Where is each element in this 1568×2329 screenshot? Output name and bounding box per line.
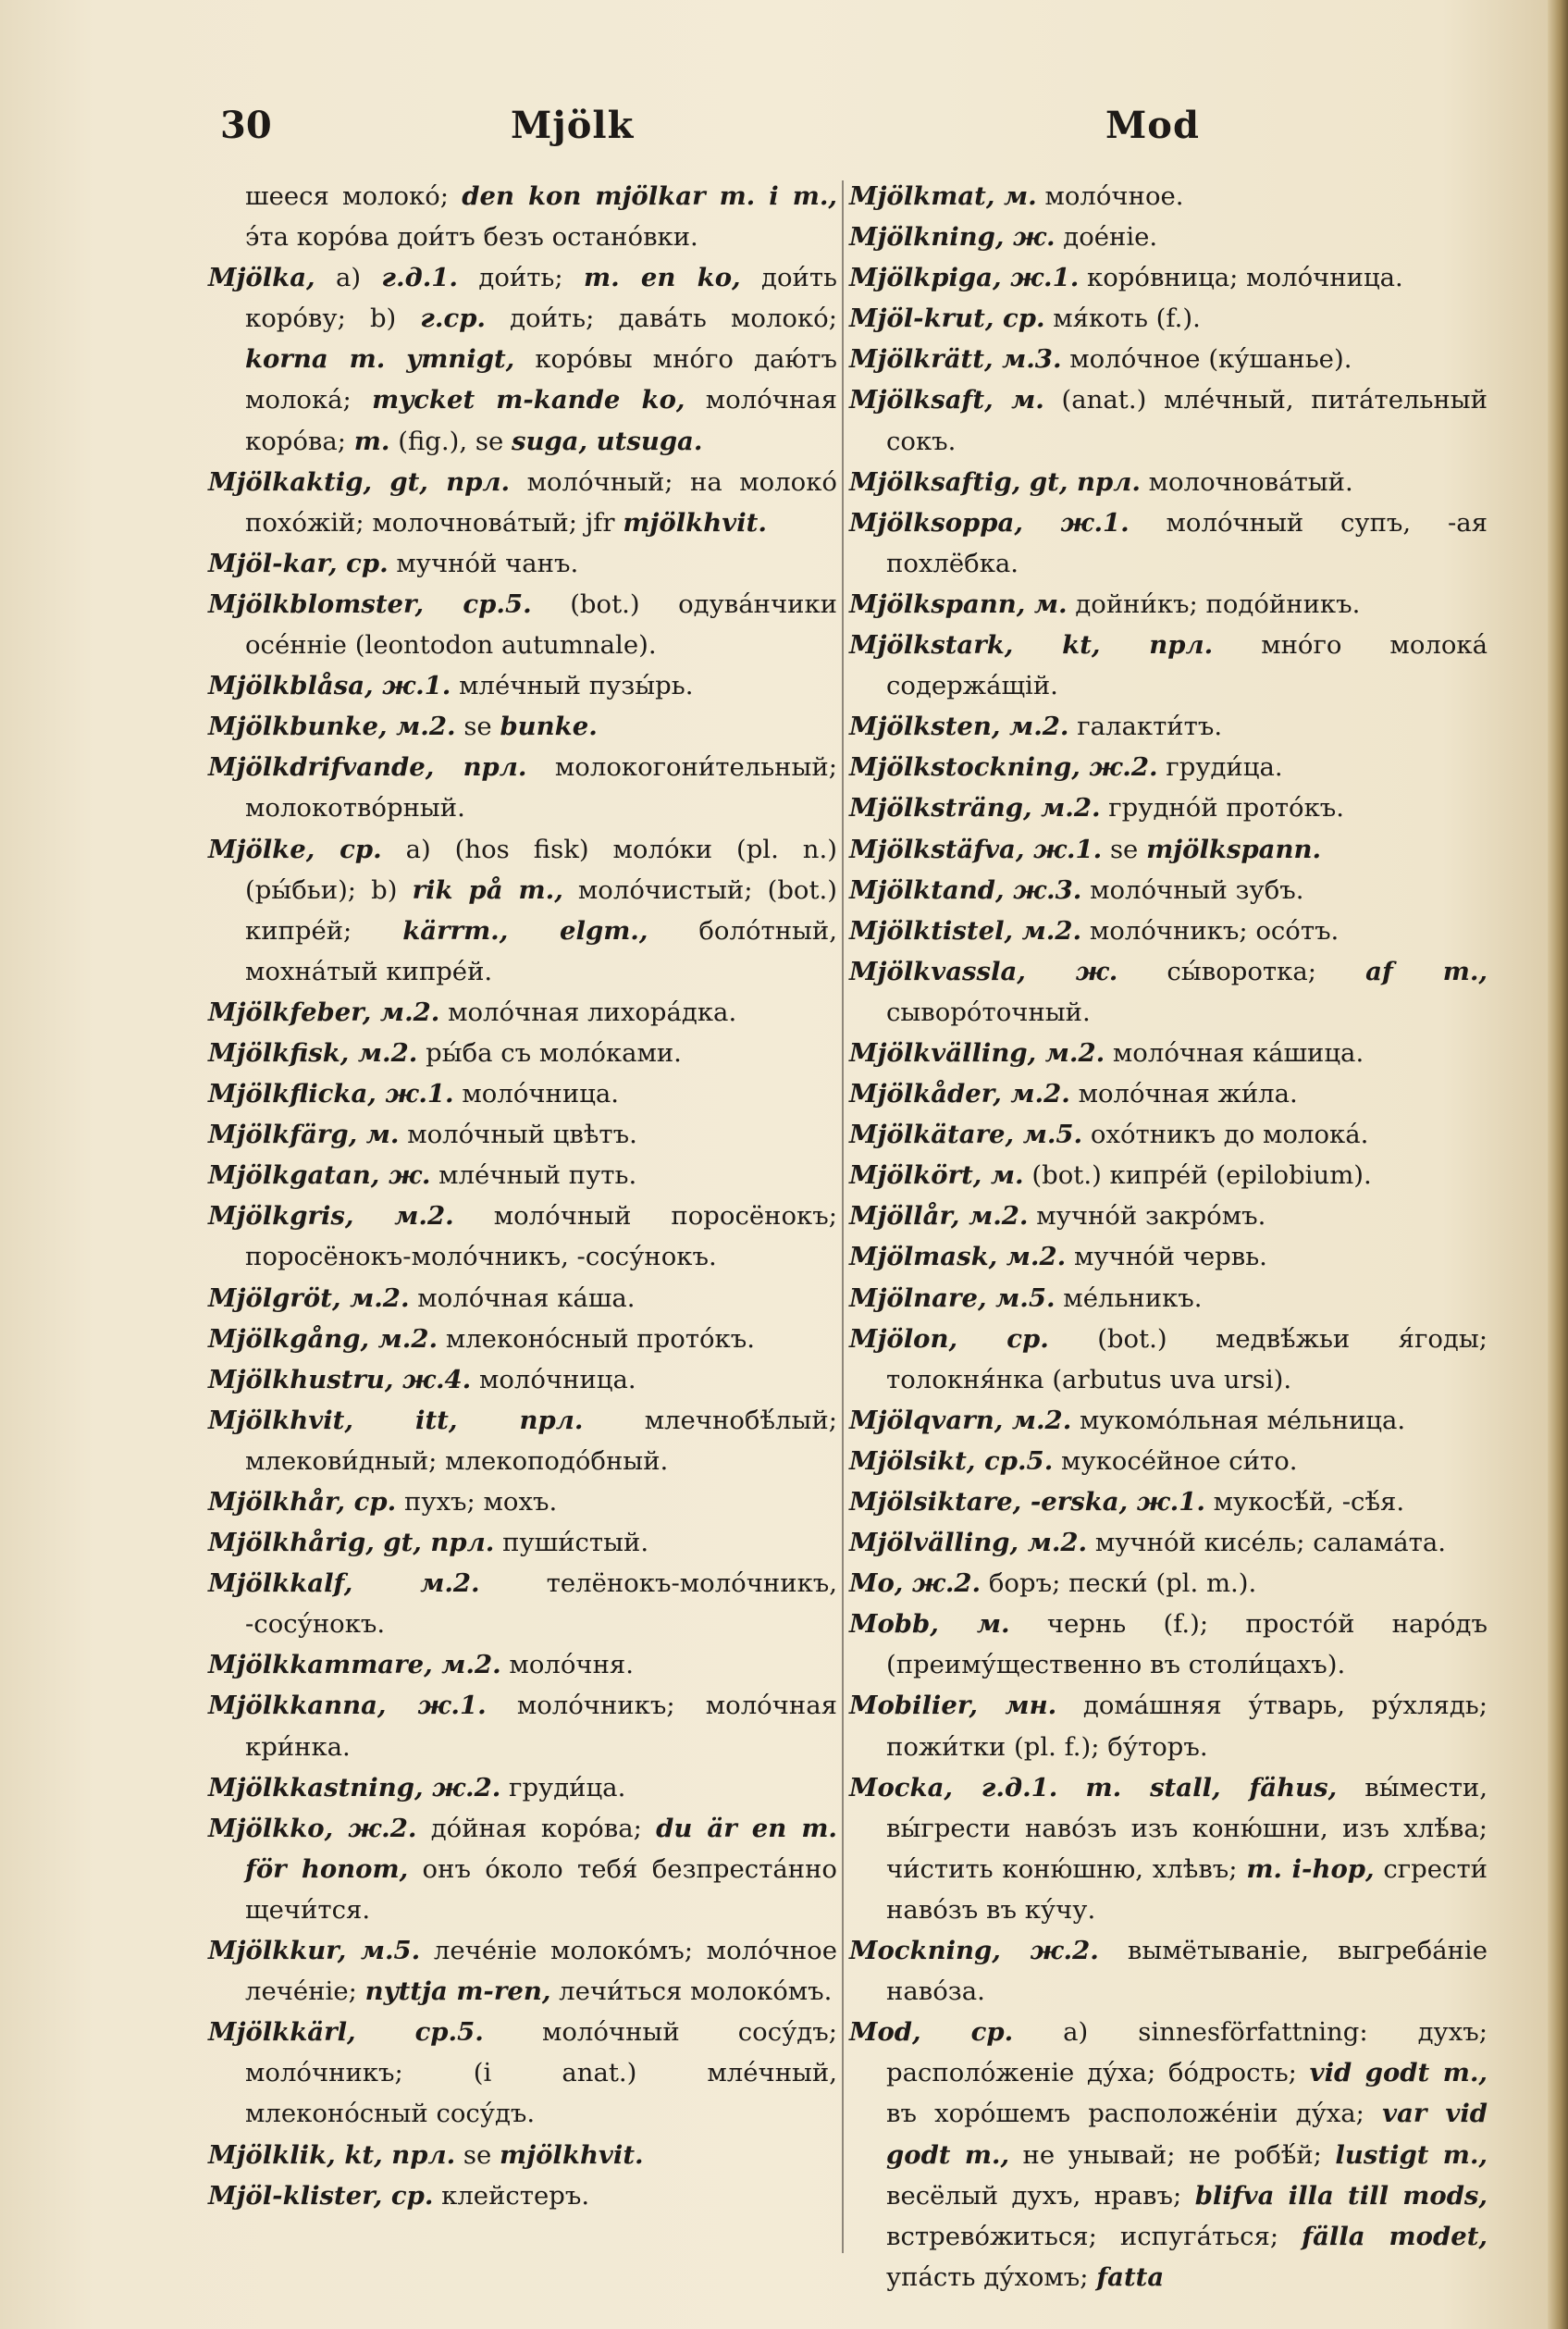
dictionary-entry [849, 2012, 1488, 2298]
dictionary-entry [849, 584, 1488, 625]
entry-text: мле́чный путь. [430, 1160, 637, 1191]
entry-example: nyttja m-ren, [364, 1976, 551, 2007]
entry-text: сгрести́ наво́зъ въ ку́чу. [886, 1853, 1488, 1925]
entry-text: моло́чный; на молоко́ похо́жій; молочнова́тый; jfr [245, 466, 837, 538]
entry-text: дойни́къ; подо́йникъ. [1067, 588, 1361, 619]
dictionary-entry [208, 1359, 837, 1400]
entry-text [1057, 1773, 1085, 1802]
entry-text: моло́чная лихора́дка. [439, 997, 737, 1027]
dictionary-entry [208, 1155, 837, 1195]
dictionary-entry [849, 625, 1488, 706]
entry-headword: Mjölkört, м. [849, 1160, 1024, 1191]
entry-text: моло́чный поросёнокъ; поросёнокъ-моло́чникъ, -сосу́нокъ. [245, 1201, 837, 1272]
dictionary-entry [208, 462, 837, 543]
entry-example: m. [353, 426, 390, 456]
dictionary-entry [208, 1685, 837, 1766]
entry-text: se [455, 712, 500, 742]
dictionary-entry [849, 1930, 1488, 2012]
entry-text: а) [315, 263, 382, 293]
entry-text: моло́чный зубъ. [1081, 874, 1304, 905]
dictionary-entry [849, 829, 1488, 870]
entry-headword: Mjölkgris, м.2. [208, 1201, 454, 1232]
dictionary-entry [849, 1767, 1488, 1930]
dictionary-entry [208, 1563, 837, 1644]
entry-headword: Mjölktand, ж.3. [849, 874, 1082, 905]
entry-example: kärrm., elgm., [402, 915, 648, 946]
dictionary-entry [208, 1767, 837, 1808]
entry-headword: Mjölkstockning, ж.2. [849, 752, 1158, 783]
entry-text: грудно́й прото́къ. [1100, 793, 1345, 824]
entry-text: моло́чный сосу́дъ; моло́чникъ; (i anat.) мле́чный, млеконо́сный сосу́дъ. [245, 2017, 837, 2129]
dictionary-entry [208, 257, 837, 461]
entry-headword: Mjölkgatan, ж. [208, 1160, 431, 1191]
dictionary-entry [208, 584, 837, 665]
entry-text: до́йная коро́ва; [416, 1813, 657, 1843]
entry-text: молочнова́тый. [1140, 466, 1353, 497]
entry-headword: Mjöl-krut, ср. [849, 304, 1045, 334]
entry-headword: Mjölkhvit, itt, прл. [208, 1405, 584, 1435]
dictionary-entry [208, 1195, 837, 1277]
entry-headword: Mjölksaftig, gt, прл. [849, 466, 1141, 497]
entry-headword: Mjölkpiga, ж.1. [849, 263, 1080, 293]
entry-text: а) sinnesförfattning: духъ; располо́женіе ду́ха; бо́дрость; [886, 2017, 1488, 2088]
entry-headword: Mjölvälling, м.2. [849, 1528, 1088, 1558]
entry-text: не унывай; не робѣ́й; [1009, 2139, 1336, 2170]
entry-text: se [455, 2139, 500, 2170]
dictionary-entry [849, 298, 1488, 339]
entry-example: suga, utsuga. [511, 426, 703, 456]
entry-example: bunke. [500, 712, 598, 742]
entry-text: пухъ; мохъ. [396, 1487, 558, 1517]
entry-headword: Mjölkätare, м.5. [849, 1120, 1083, 1150]
entry-headword: Mjölksträng, м.2. [849, 793, 1101, 824]
entry-text: коро́вница; моло́чница. [1079, 263, 1403, 293]
entry-headword: Mjölkblåsa, ж.1. [208, 671, 451, 701]
dictionary-entry [849, 1319, 1488, 1400]
entry-example: rik på m., [412, 874, 563, 905]
entry-headword: Mjölkdrifvande, прл. [208, 752, 527, 783]
entry-text: вымётываніе, выгреба́ніе наво́за. [886, 1936, 1488, 2007]
entry-text: моло́чня. [500, 1650, 635, 1680]
entry-headword: Mjölsikt, ср.5. [849, 1445, 1054, 1476]
entry-headword: Mjölkhår, ср. [208, 1487, 397, 1517]
dictionary-entry [849, 1441, 1488, 1481]
entry-text: онъ о́коло тебя́ безпреста́нно щечи́тся. [245, 1853, 837, 1925]
entry-headword: Mjöllår, м.2. [849, 1201, 1029, 1232]
dictionary-entry [208, 2135, 837, 2175]
dictionary-entry [208, 1481, 837, 1522]
entry-headword: Mjölnare, м.5. [849, 1282, 1056, 1313]
entry-text: мукомо́льная ме́льница. [1071, 1405, 1406, 1435]
dictionary-entry [208, 1930, 837, 2012]
entry-text: ры́ба съ моло́ками. [417, 1037, 682, 1068]
entry-text: (bot.) медвѣ́жьи я́годы; толокня́нка (arbutus uva ursi). [886, 1323, 1488, 1394]
page-number: 30 [220, 104, 272, 147]
dictionary-entry [849, 462, 1488, 502]
entry-text: мучно́й чанъ. [388, 548, 579, 578]
dictionary-entry [849, 747, 1488, 787]
entry-text: упа́сть ду́хомъ; [886, 2261, 1097, 2292]
entry-example: mjölkhvit. [623, 507, 767, 538]
dictionary-entry [849, 379, 1488, 461]
entry-headword: Mjölkfärg, м. [208, 1120, 400, 1150]
entry-headword: Mjölksten, м.2. [849, 712, 1069, 742]
book-gutter [1548, 0, 1568, 2329]
entry-headword: Mocka, г.д.1. [849, 1772, 1058, 1802]
entry-text: лечи́ться молоко́мъ. [550, 1976, 833, 2007]
dictionary-entry [849, 1155, 1488, 1195]
entry-text: лече́ніе молоко́мъ; моло́чное лече́ніе; [245, 1936, 838, 2007]
entry-text: моло́чная ка́шица. [1105, 1037, 1364, 1068]
entry-text: вы́мести, вы́грести наво́зъ изъ коню́шни, изъ хлѣ́ва; чи́стить коню́шню, хлѣвъ; [886, 1772, 1488, 1884]
entry-headword: Mjölka, [208, 263, 315, 293]
entry-headword: Mjöl-klister, ср. [208, 2180, 434, 2211]
entry-headword: Mjölmask, м.2. [849, 1242, 1067, 1272]
entry-headword: Mjölksoppa, ж.1. [849, 507, 1130, 538]
dictionary-entry [208, 747, 837, 828]
entry-text: встрево́житься; испуга́ться; [886, 2221, 1303, 2251]
dictionary-entry [208, 706, 837, 747]
entry-text: дое́ніе. [1055, 222, 1158, 253]
dictionary-entry [208, 2012, 837, 2134]
entry-headword: Mobilier, мн. [849, 1691, 1057, 1721]
dictionary-entry [208, 1522, 837, 1563]
entry-example: m. en ko, [584, 263, 741, 293]
entry-text: моло́чный цвѣтъ. [399, 1120, 637, 1150]
dictionary-entry [849, 502, 1488, 584]
dictionary-entry [849, 1033, 1488, 1073]
entry-text: галакти́тъ. [1068, 712, 1223, 742]
entry-headword: Mjölkkärl, ср.5. [208, 2017, 484, 2048]
entry-example: af m., [1365, 956, 1488, 986]
entry-example: fatta [1096, 2261, 1165, 2292]
entry-text: (bot.) кипре́й (epilobium). [1023, 1160, 1372, 1191]
dictionary-entry [849, 1278, 1488, 1319]
entry-text: моло́чникъ; моло́чная кри́нка. [245, 1691, 837, 1762]
entry-text: коро́вы мно́го даю́тъ молока́; [245, 344, 837, 415]
entry-headword: Mjölkgång, м.2. [208, 1323, 438, 1354]
entry-text: (fig.), se [389, 426, 512, 456]
entry-text: боръ; пески́ (pl. m.). [981, 1568, 1257, 1599]
entry-headword: Mjölkko, ж.2. [208, 1813, 417, 1843]
dictionary-entry [208, 543, 837, 584]
entry-headword: Mod, [849, 2017, 921, 2048]
entry-headword: Mjölkåder, м.2. [849, 1079, 1070, 1109]
entry-headword: Mjölkvassla, ж. [849, 956, 1118, 986]
left-column [208, 176, 837, 2216]
dictionary-entry [208, 1400, 837, 1481]
entry-text: мучно́й закро́мъ. [1028, 1201, 1266, 1232]
entry-headword: Mjölkstark, kt, прл. [849, 630, 1214, 661]
dictionary-entry [208, 1319, 837, 1359]
entry-text: моло́чная коро́ва; [245, 385, 838, 456]
entry-headword: Mjölkrätt, м.3. [849, 344, 1062, 375]
entry-text: э́та коро́ва дои́тъ безъ остано́вки. [245, 222, 698, 253]
entry-example: m. i-hop, [1246, 1853, 1375, 1884]
dictionary-entry [849, 787, 1488, 828]
entry-text: ме́льникъ. [1055, 1282, 1203, 1313]
entry-text: млеконо́сный прото́къ. [438, 1323, 755, 1354]
entry-text: (anat.) мле́чный, пита́тельный сокъ. [886, 385, 1488, 456]
entry-example: mjölkspann. [1146, 834, 1322, 864]
dictionary-entry [849, 870, 1488, 911]
entry-headword: Mjölkblomster, ср.5. [208, 588, 532, 619]
entry-text: боло́тный, мохна́тый кипре́й. [245, 915, 837, 986]
entry-text: весёлый духъ, нравъ; [886, 2180, 1195, 2211]
entry-headword: Mjölkspann, м. [849, 588, 1068, 619]
entry-headword: Mjölkhårig, gt, прл. [208, 1528, 495, 1558]
left-guide-word: Mjölk [511, 104, 635, 147]
entry-headword: Mjölkfisk, м.2. [208, 1037, 418, 1068]
dictionary-entry [849, 1114, 1488, 1155]
entry-headword: Mockning, ж.2. [849, 1936, 1099, 1966]
entry-text: груди́ца. [1157, 752, 1283, 783]
dictionary-entry [849, 951, 1488, 1033]
entry-text: моло́чистый; (bot.) кипре́й; [245, 874, 837, 946]
entry-example: vid godt m., [1309, 2058, 1488, 2088]
entry-headword: Mjölktistel, м.2. [849, 915, 1082, 946]
entry-headword: Mjölksaft, м. [849, 385, 1044, 415]
entry-text: моло́чное. [1036, 181, 1184, 211]
dictionary-entry [849, 1563, 1488, 1604]
entry-headword: Mjölkkur, м.5. [208, 1936, 421, 1966]
entry-headword: Mjölqvarn, м.2. [849, 1405, 1072, 1435]
entry-text: телёнокъ-моло́чникъ, -сосу́нокъ. [245, 1568, 837, 1640]
entry-example: blifva illa till mods, [1194, 2180, 1488, 2211]
entry-headword: Mjölkhustru, ж.4. [208, 1364, 472, 1394]
entry-headword: Mjölke, ср. [208, 834, 382, 864]
entry-headword: Mjölklik, kt, прл. [208, 2139, 456, 2170]
entry-text: дои́ть; дава́ть молоко́; [486, 304, 837, 334]
entry-text: моло́чникъ; осо́тъ. [1081, 915, 1340, 946]
entry-headword: Mjölgröt, м.2. [208, 1282, 410, 1313]
entry-text: млечнобѣ́лый; млекови́дный; млекоподо́бный. [245, 1405, 837, 1476]
entry-text: въ хоро́шемъ расположе́ніи ду́ха; [886, 2099, 1383, 2129]
dictionary-entry [208, 665, 837, 706]
entry-example: г.д.1. [381, 263, 458, 293]
entry-text: клейстеръ. [433, 2180, 590, 2211]
entry-example: m. stall, fähus, [1085, 1772, 1338, 1802]
dictionary-entry [849, 1236, 1488, 1277]
right-column [849, 176, 1488, 2298]
entry-text: шееся молоко́; [245, 181, 463, 211]
entry-headword: Mo, ж.2. [849, 1568, 982, 1599]
entry-text: моло́чная ка́ша. [409, 1282, 636, 1313]
entry-headword: Mjöl-kar, ср. [208, 548, 389, 578]
dictionary-entry [208, 1808, 837, 1930]
entry-text: охо́тникъ до молока́. [1082, 1120, 1369, 1150]
entry-text: se [1102, 834, 1147, 864]
dictionary-entry [208, 829, 837, 992]
entry-text [921, 2017, 971, 2047]
entry-example: ср. [970, 2017, 1014, 2048]
dictionary-entry [849, 257, 1488, 298]
entry-headword: Mjölkbunke, м.2. [208, 712, 456, 742]
dictionary-entry [849, 339, 1488, 379]
entry-headword: Mjölon, ср. [849, 1323, 1049, 1354]
entry-text: дои́ть; [458, 263, 585, 293]
entry-headword: Mjölkvälling, м.2. [849, 1037, 1105, 1068]
entry-text: мукосе́йное си́то. [1053, 1445, 1298, 1476]
entry-text: мучно́й кисе́ль; салама́та. [1087, 1528, 1447, 1558]
dictionary-entry [849, 911, 1488, 951]
entry-text: а) (hos fisk) моло́ки (pl. n.) (ры́бьи); b) [245, 834, 837, 905]
dictionary-entry [208, 1278, 837, 1319]
dictionary-entry [849, 1522, 1488, 1563]
entry-text: сы́воротка; [1117, 956, 1366, 986]
entry-example: du är en m. för honom, [245, 1813, 837, 1884]
entry-text: моло́чный супъ, -ая похлёбка. [886, 507, 1488, 578]
entry-headword: Mjölkkalf, м.2. [208, 1568, 480, 1599]
entry-example: г.ср. [420, 304, 486, 334]
entry-text: чернь (f.); просто́й наро́дъ (преиму́щественно въ столи́цахъ). [886, 1609, 1488, 1680]
entry-text: мучно́й червь. [1066, 1242, 1267, 1272]
right-guide-word: Mod [1105, 104, 1200, 147]
entry-text: мя́коть (f.). [1044, 304, 1201, 334]
dictionary-entry [208, 1033, 837, 1073]
entry-headword: Mjölkflicka, ж.1. [208, 1079, 454, 1109]
dictionary-entry [849, 1400, 1488, 1441]
entry-example: lustigt m., [1335, 2139, 1488, 2170]
dictionary-entry [849, 1481, 1488, 1522]
entry-text: (bot.) одува́нчики осе́нніе (leontodon autumnale). [245, 588, 838, 661]
entry-text: мно́го молока́ содержа́щій. [886, 630, 1488, 701]
entry-example: mjölkhvit. [500, 2139, 644, 2170]
entry-example: var vid godt m., [886, 2099, 1488, 2170]
dictionary-entry [849, 1073, 1488, 1114]
entry-headword: Mjölkfeber, м.2. [208, 997, 440, 1027]
entry-headword: Mjölkning, ж. [849, 222, 1056, 253]
dictionary-entry [849, 1685, 1488, 1766]
dictionary-entry [208, 176, 837, 257]
entry-headword: Mjölkkanna, ж.1. [208, 1691, 487, 1721]
entry-text: моло́чное (ку́шанье). [1061, 344, 1352, 375]
entry-headword: Mobb, м. [849, 1609, 1010, 1640]
dictionary-entry [849, 1604, 1488, 1685]
entry-example: mycket m-kande ko, [372, 385, 685, 415]
entry-text: груди́ца. [500, 1772, 626, 1802]
entry-text: дома́шняя у́тварь, ру́хлядь; пожи́тки (pl. f.); бу́торъ. [886, 1691, 1488, 1762]
entry-example: korna m. ymnigt, [245, 344, 515, 375]
entry-headword: Mjölkkammare, м.2. [208, 1650, 501, 1680]
dictionary-entry [208, 992, 837, 1033]
dictionary-entry [849, 217, 1488, 257]
entry-headword: Mjölkmat, м. [849, 181, 1037, 211]
entry-text: мле́чный пузы́рь. [451, 671, 694, 701]
running-header [0, 104, 1568, 168]
dictionary-entry [849, 706, 1488, 747]
dictionary-entry [208, 1644, 837, 1685]
dictionary-entry [208, 1114, 837, 1155]
entry-text: моло́чная жи́ла. [1069, 1079, 1298, 1109]
entry-example: fälla modet, [1302, 2221, 1488, 2251]
column-divider [842, 180, 844, 2253]
entry-headword: Mjölsiktare, -erska, ж.1. [849, 1487, 1205, 1517]
dictionary-entry [208, 1073, 837, 1114]
entry-text: сыворо́точный. [886, 997, 1091, 1027]
entry-text: пуши́стый. [494, 1528, 649, 1558]
dictionary-entry [849, 176, 1488, 217]
entry-headword: Mjölkstäfva, ж.1. [849, 834, 1103, 864]
entry-headword: Mjölkkastning, ж.2. [208, 1772, 501, 1802]
dictionary-entry [208, 2175, 837, 2216]
entry-example: den kon mjölkar m. i m., [462, 181, 837, 211]
dictionary-entry [849, 1195, 1488, 1236]
entry-text: моло́чница. [453, 1079, 620, 1109]
entry-text: дои́ть коро́ву; b) [245, 263, 838, 334]
entry-text: моло́чница. [471, 1364, 636, 1394]
entry-headword: Mjölkaktig, gt, прл. [208, 466, 511, 497]
entry-text: мукосѣ́й, -сѣ́я. [1204, 1487, 1405, 1517]
entry-text: молокогони́тельный; молокотво́рный. [245, 752, 837, 824]
